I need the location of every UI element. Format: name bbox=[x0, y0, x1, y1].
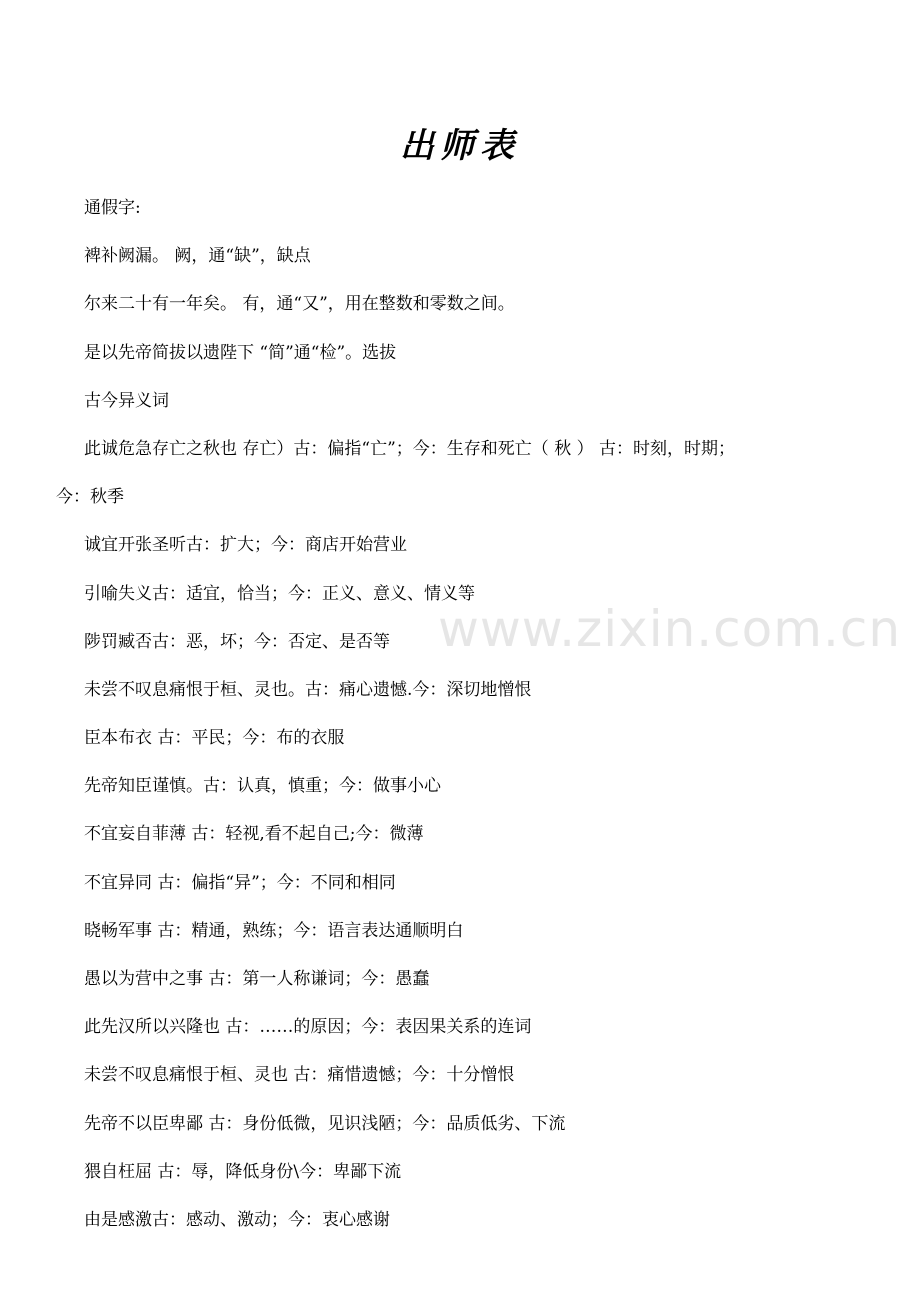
paragraph-line: 晓畅军事 古：精通，熟练；今：语言表达通顺明白 bbox=[84, 920, 464, 941]
paragraph-line: 此诚危急存亡之秋也 存亡）古：偏指“亡”；今：生存和死亡（ 秋 ） 古：时刻，时期； bbox=[84, 438, 735, 459]
paragraph-line: 臣本布衣 古：平民；今：布的衣服 bbox=[84, 728, 345, 749]
paragraph-line: 先帝知臣谨慎。古：认真，慎重；今：做事小心 bbox=[84, 776, 441, 797]
paragraph-line: 猥自枉屈 古：辱，降低身份\今：卑鄙下流 bbox=[84, 1161, 402, 1182]
document-body bbox=[56, 184, 856, 1244]
paragraph-line: 诚宜开张圣听古：扩大；今：商店开始营业 bbox=[84, 535, 407, 556]
section-heading: 古今异义词 bbox=[84, 390, 169, 411]
paragraph-line: 由是感激古：感动、激动；今：衷心感谢 bbox=[84, 1209, 390, 1230]
paragraph-line: 通假字: bbox=[84, 198, 141, 218]
paragraph-line: 先帝不以臣卑鄙 古：身份低微，见识浅陋；今：品质低劣、下流 bbox=[84, 1113, 566, 1134]
paragraph-line: 不宜妄自菲薄 古：轻视,看不起自己;今：微薄 bbox=[84, 824, 424, 845]
watermark: www.zixin.com.cn bbox=[438, 600, 902, 658]
paragraph-line: 裨补阙漏。 阙，通“缺”，缺点 bbox=[84, 246, 311, 267]
paragraph-line: 是以先帝简拔以遗陛下 “简”通“检”。选拔 bbox=[84, 342, 397, 363]
paragraph-line: 尔来二十有一年矣。 有，通“又”，用在整数和零数之间。 bbox=[84, 294, 515, 315]
paragraph-line: 陟罚臧否古：恶，坏；今：否定、是否等 bbox=[84, 631, 390, 652]
document-title: 出师表 bbox=[400, 126, 520, 166]
paragraph-line: 不宜异同 古：偏指“异”；今：不同和相同 bbox=[84, 872, 396, 893]
paragraph-line: 引喻失义古：适宜，恰当；今：正义、意义、情义等 bbox=[84, 583, 475, 604]
paragraph-line: 此先汉所以兴隆也 古：……的原因；今：表因果关系的连词 bbox=[84, 1017, 532, 1038]
paragraph-line: 未尝不叹息痛恨于桓、灵也。古：痛心遗憾.今：深切地憎恨 bbox=[84, 679, 532, 700]
paragraph-line: 愚以为营中之事 古：第一人称谦词；今：愚蠢 bbox=[84, 969, 430, 989]
paragraph-line-continued: 今：秋季 bbox=[56, 487, 124, 508]
paragraph-line: 未尝不叹息痛恨于桓、灵也 古：痛惜遗憾；今：十分憎恨 bbox=[84, 1065, 515, 1086]
